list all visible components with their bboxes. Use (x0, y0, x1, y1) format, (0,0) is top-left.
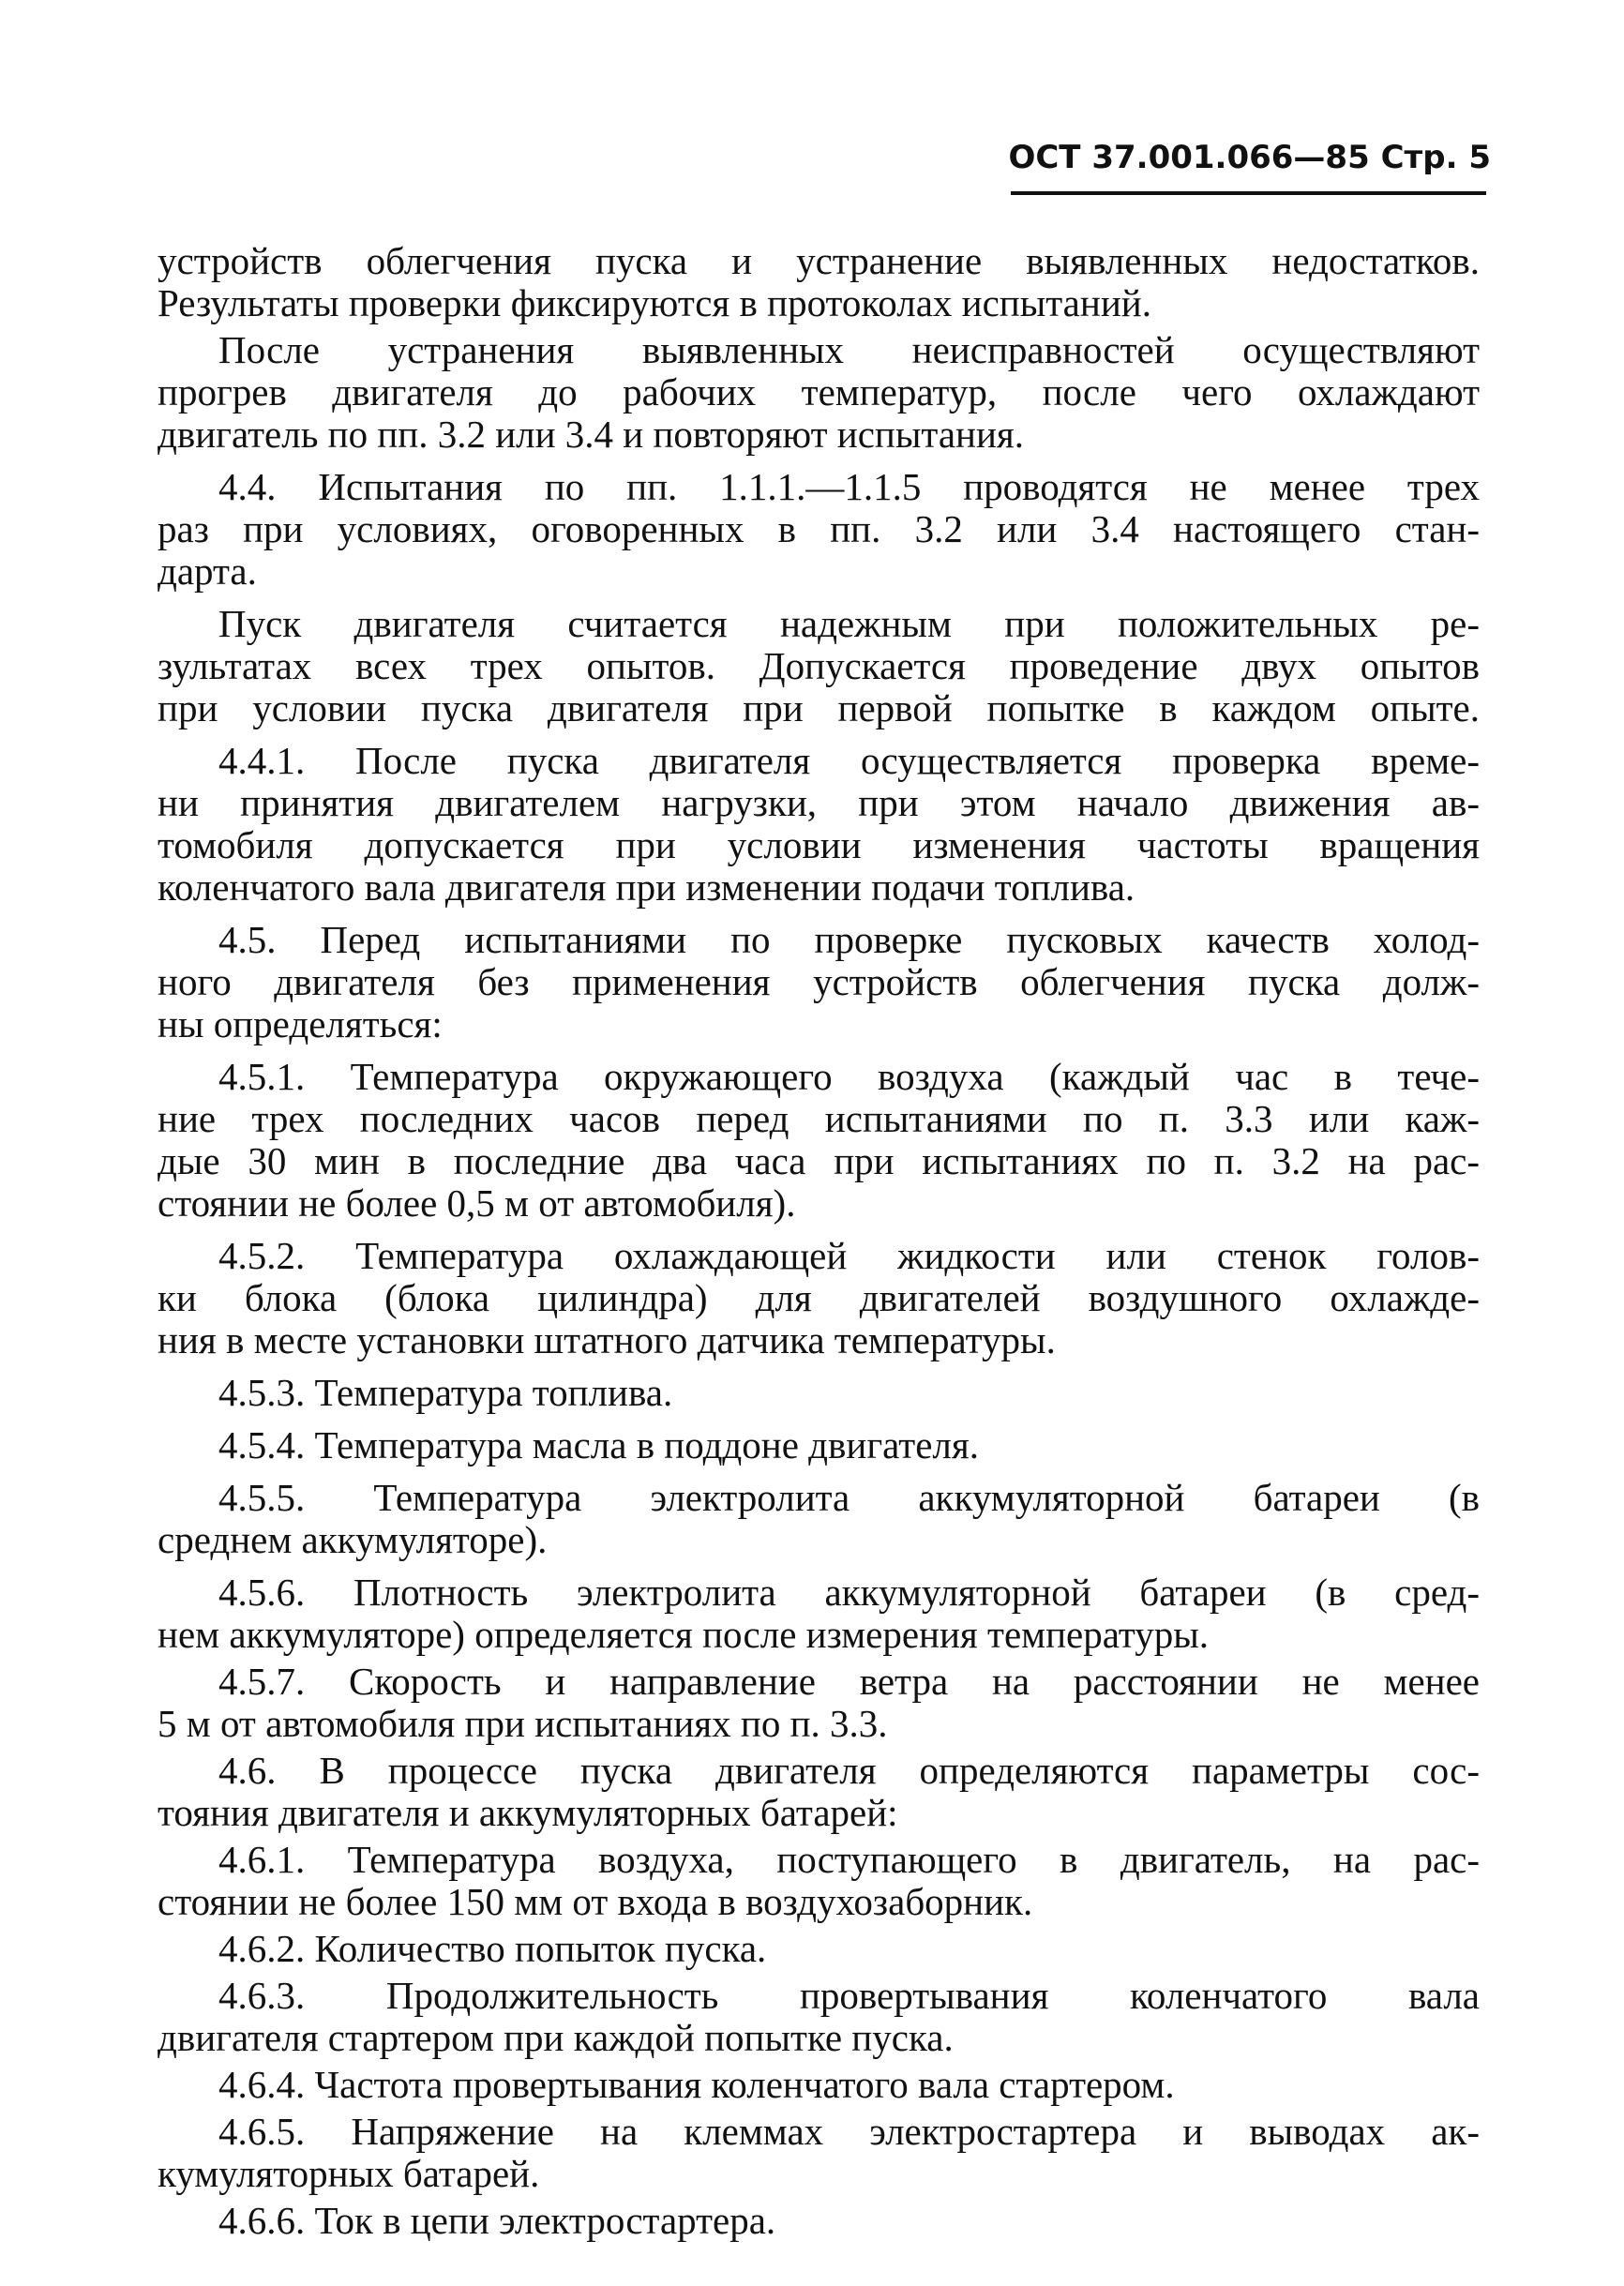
text-line: 4.5.3. Температура топлива. (218, 1371, 673, 1414)
text-line: После устранения выявленных неисправностей осуществляют (218, 328, 1480, 371)
text-line: 4.5. Перед испытаниями по проверке пусковых качеств холод- (218, 918, 1480, 961)
text-line: дые 30 мин в последние два часа при испытаниях по п. 3.2 на рас- (158, 1139, 1480, 1182)
text-line: ния в месте установки штатного датчика температуры. (158, 1318, 1056, 1361)
text-line: двигателя стартером при каждой попытке пуска. (158, 2016, 954, 2059)
text-line: среднем аккумуляторе). (158, 1518, 548, 1561)
text-line: двигатель по пп. 3.2 или 3.4 и повторяют испытания. (158, 413, 1025, 456)
text-line: дарта. (158, 549, 257, 593)
text-line: ки блока (блока цилиндра) для двигателей воздушного охлажде- (158, 1276, 1480, 1319)
text-line: стоянии не более 0,5 м от автомобиля). (158, 1181, 796, 1225)
text-line: 4.5.1. Температура окружающего воздуха (каждый час в тече- (218, 1055, 1480, 1098)
text-line: ни принятия двигателем нагрузки, при этом начало движения ав- (158, 781, 1480, 824)
text-line: 4.5.7. Скорость и направление ветра на расстоянии не менее (218, 1660, 1480, 1703)
text-line: 4.6. В процессе пуска двигателя определяются параметры сос- (218, 1749, 1480, 1792)
text-line: 4.5.4. Температура масла в поддоне двигателя. (218, 1423, 979, 1466)
text-line: тояния двигателя и аккумуляторных батарей: (158, 1791, 898, 1834)
text-line: 4.5.6. Плотность электролита аккумуляторной батареи (в сред- (218, 1571, 1480, 1614)
text-line: ны определяться: (158, 1002, 443, 1045)
text-line: 4.6.4. Частота провертывания коленчатого вала стартером. (218, 2063, 1175, 2106)
text-line: при условии пуска двигателя при первой попытке в каждом опыте. (158, 686, 1480, 729)
text-line: 4.6.1. Температура воздуха, поступающего в двигатель, на рас- (218, 1838, 1480, 1881)
text-line: устройств облегчения пуска и устранение выявленных недостатков. (158, 239, 1480, 282)
text-line: стоянии не более 150 мм от входа в воздухозаборник. (158, 1880, 1033, 1923)
text-line: нем аккумуляторе) определяется после измерения температуры. (158, 1613, 1210, 1656)
text-line: 4.6.2. Количество попыток пуска. (218, 1927, 767, 1970)
text-line: ние трех последних часов перед испытаниями по п. 3.3 или каж- (158, 1097, 1480, 1140)
text-line: кумуляторных батарей. (158, 2152, 540, 2195)
text-line: 4.4.1. После пуска двигателя осуществляется проверка време- (218, 739, 1480, 782)
text-line: томобиля допускается при условии изменения частоты вращения (158, 823, 1480, 866)
text-line: Пуск двигателя считается надежным при положительных ре- (218, 602, 1480, 645)
text-line: 4.6.3. Продолжительность провертывания коленчатого вала (218, 1974, 1480, 2017)
text-line: 5 м от автомобиля при испытаниях по п. 3.3. (158, 1702, 888, 1745)
header-rule (1011, 191, 1486, 195)
text-line: раз при условиях, оговоренных в пп. 3.2 или 3.4 настоящего стан- (158, 507, 1480, 550)
text-line: прогрев двигателя до рабочих температур, после чего охлаждают (158, 370, 1480, 414)
document-body (158, 240, 1480, 2242)
text-line: 4.5.2. Температура охлаждающей жидкости или стенок голов- (218, 1234, 1480, 1277)
text-line: 4.6.6. Ток в цепи электростартера. (218, 2199, 776, 2242)
text-line: коленчатого вала двигателя при изменении подачи топлива. (158, 865, 1135, 909)
text-line: 4.5.5. Температура электролита аккумуляторной батареи (в (218, 1476, 1480, 1519)
text-line: ного двигателя без применения устройств облегчения пуска долж- (158, 960, 1480, 1003)
text-line: 4.6.5. Напряжение на клеммах электростартера и выводах ак- (218, 2110, 1480, 2153)
page-header: ОСТ 37.001.066—85 Стр. 5 (1008, 139, 1491, 176)
text-line: зультатах всех трех опытов. Допускается проведение двух опытов (158, 644, 1480, 687)
text-line: 4.4. Испытания по пп. 1.1.1.—1.1.5 проводятся не менее трех (218, 465, 1480, 508)
text-line: Результаты проверки фиксируются в протоколах испытаний. (158, 281, 1151, 324)
